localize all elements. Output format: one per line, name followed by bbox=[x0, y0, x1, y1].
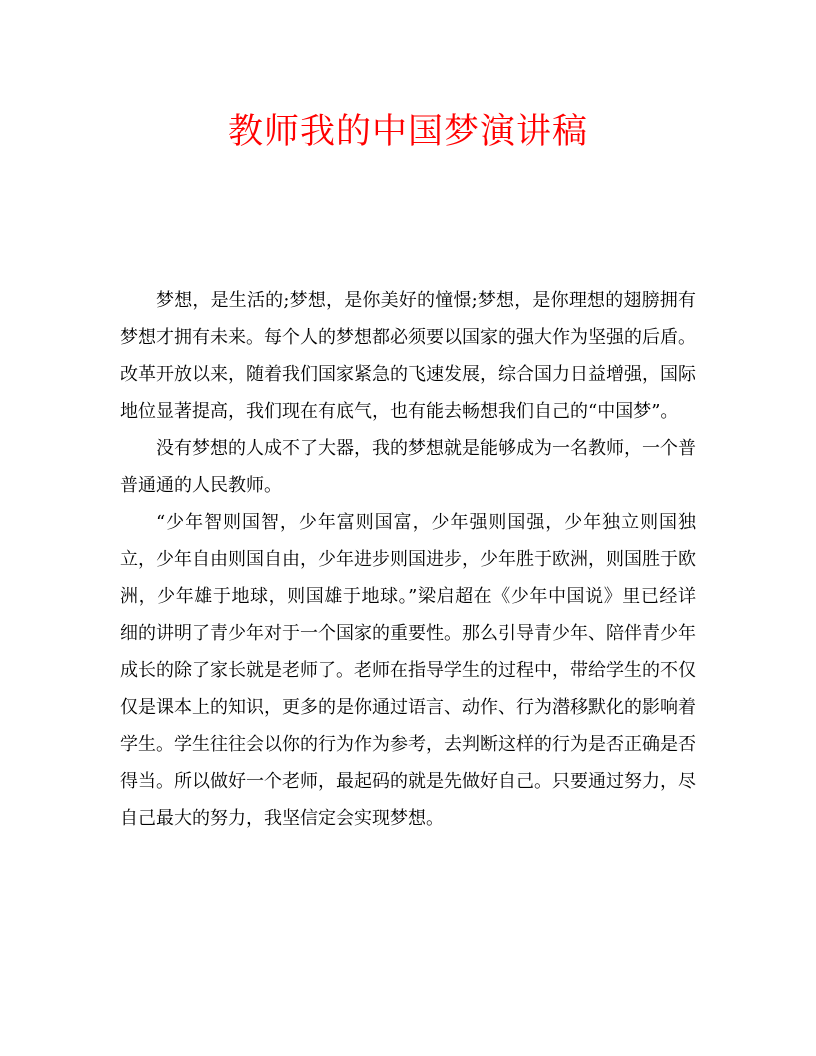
paragraph-3: “少年智则国智，少年富则国富，少年强则国强，少年独立则国独立，少年自由则国自由，少年进步则国进步，少年胜于欧洲，则国胜于欧洲，少年雄于地球，则国雄于地球。”梁启超在《少年中国说》里已经详细的讲明了青少年对于一个国家的重要性。那么引导青少年、陪伴青少年成长的除了家长就是老师了。老师在指导学生的过程中，带给学生的不仅仅是课本上的知识，更多的是你通过语言、动作、行为潜移默化的影响着学生。学生往往会以你的行为作为参考，去判断这样的行为是否正确是否得当。所以做好一个老师，最起码的就是先做好自己。只要通过努力，尽自己最大的努力，我坚信定会实现梦想。 bbox=[120, 512, 696, 829]
paragraph-1: 梦想，是生活的;梦想，是你美好的憧憬;梦想，是你理想的翅膀拥有梦想才拥有未来。每个人的梦想都必须要以国家的强大作为坚强的后盾。改革开放以来，随着我们国家紧急的飞速发展，综合国力日益增强，国际地位显著提高，我们现在有底气，也有能去畅想我们自己的“中国梦”。 bbox=[120, 290, 696, 422]
paragraph-2: 没有梦想的人成不了大器，我的梦想就是能够成为一名教师，一个普普通通的人民教师。 bbox=[120, 438, 696, 496]
document-title: 教师我的中国梦演讲稿 bbox=[227, 112, 588, 152]
document-body bbox=[120, 282, 696, 837]
